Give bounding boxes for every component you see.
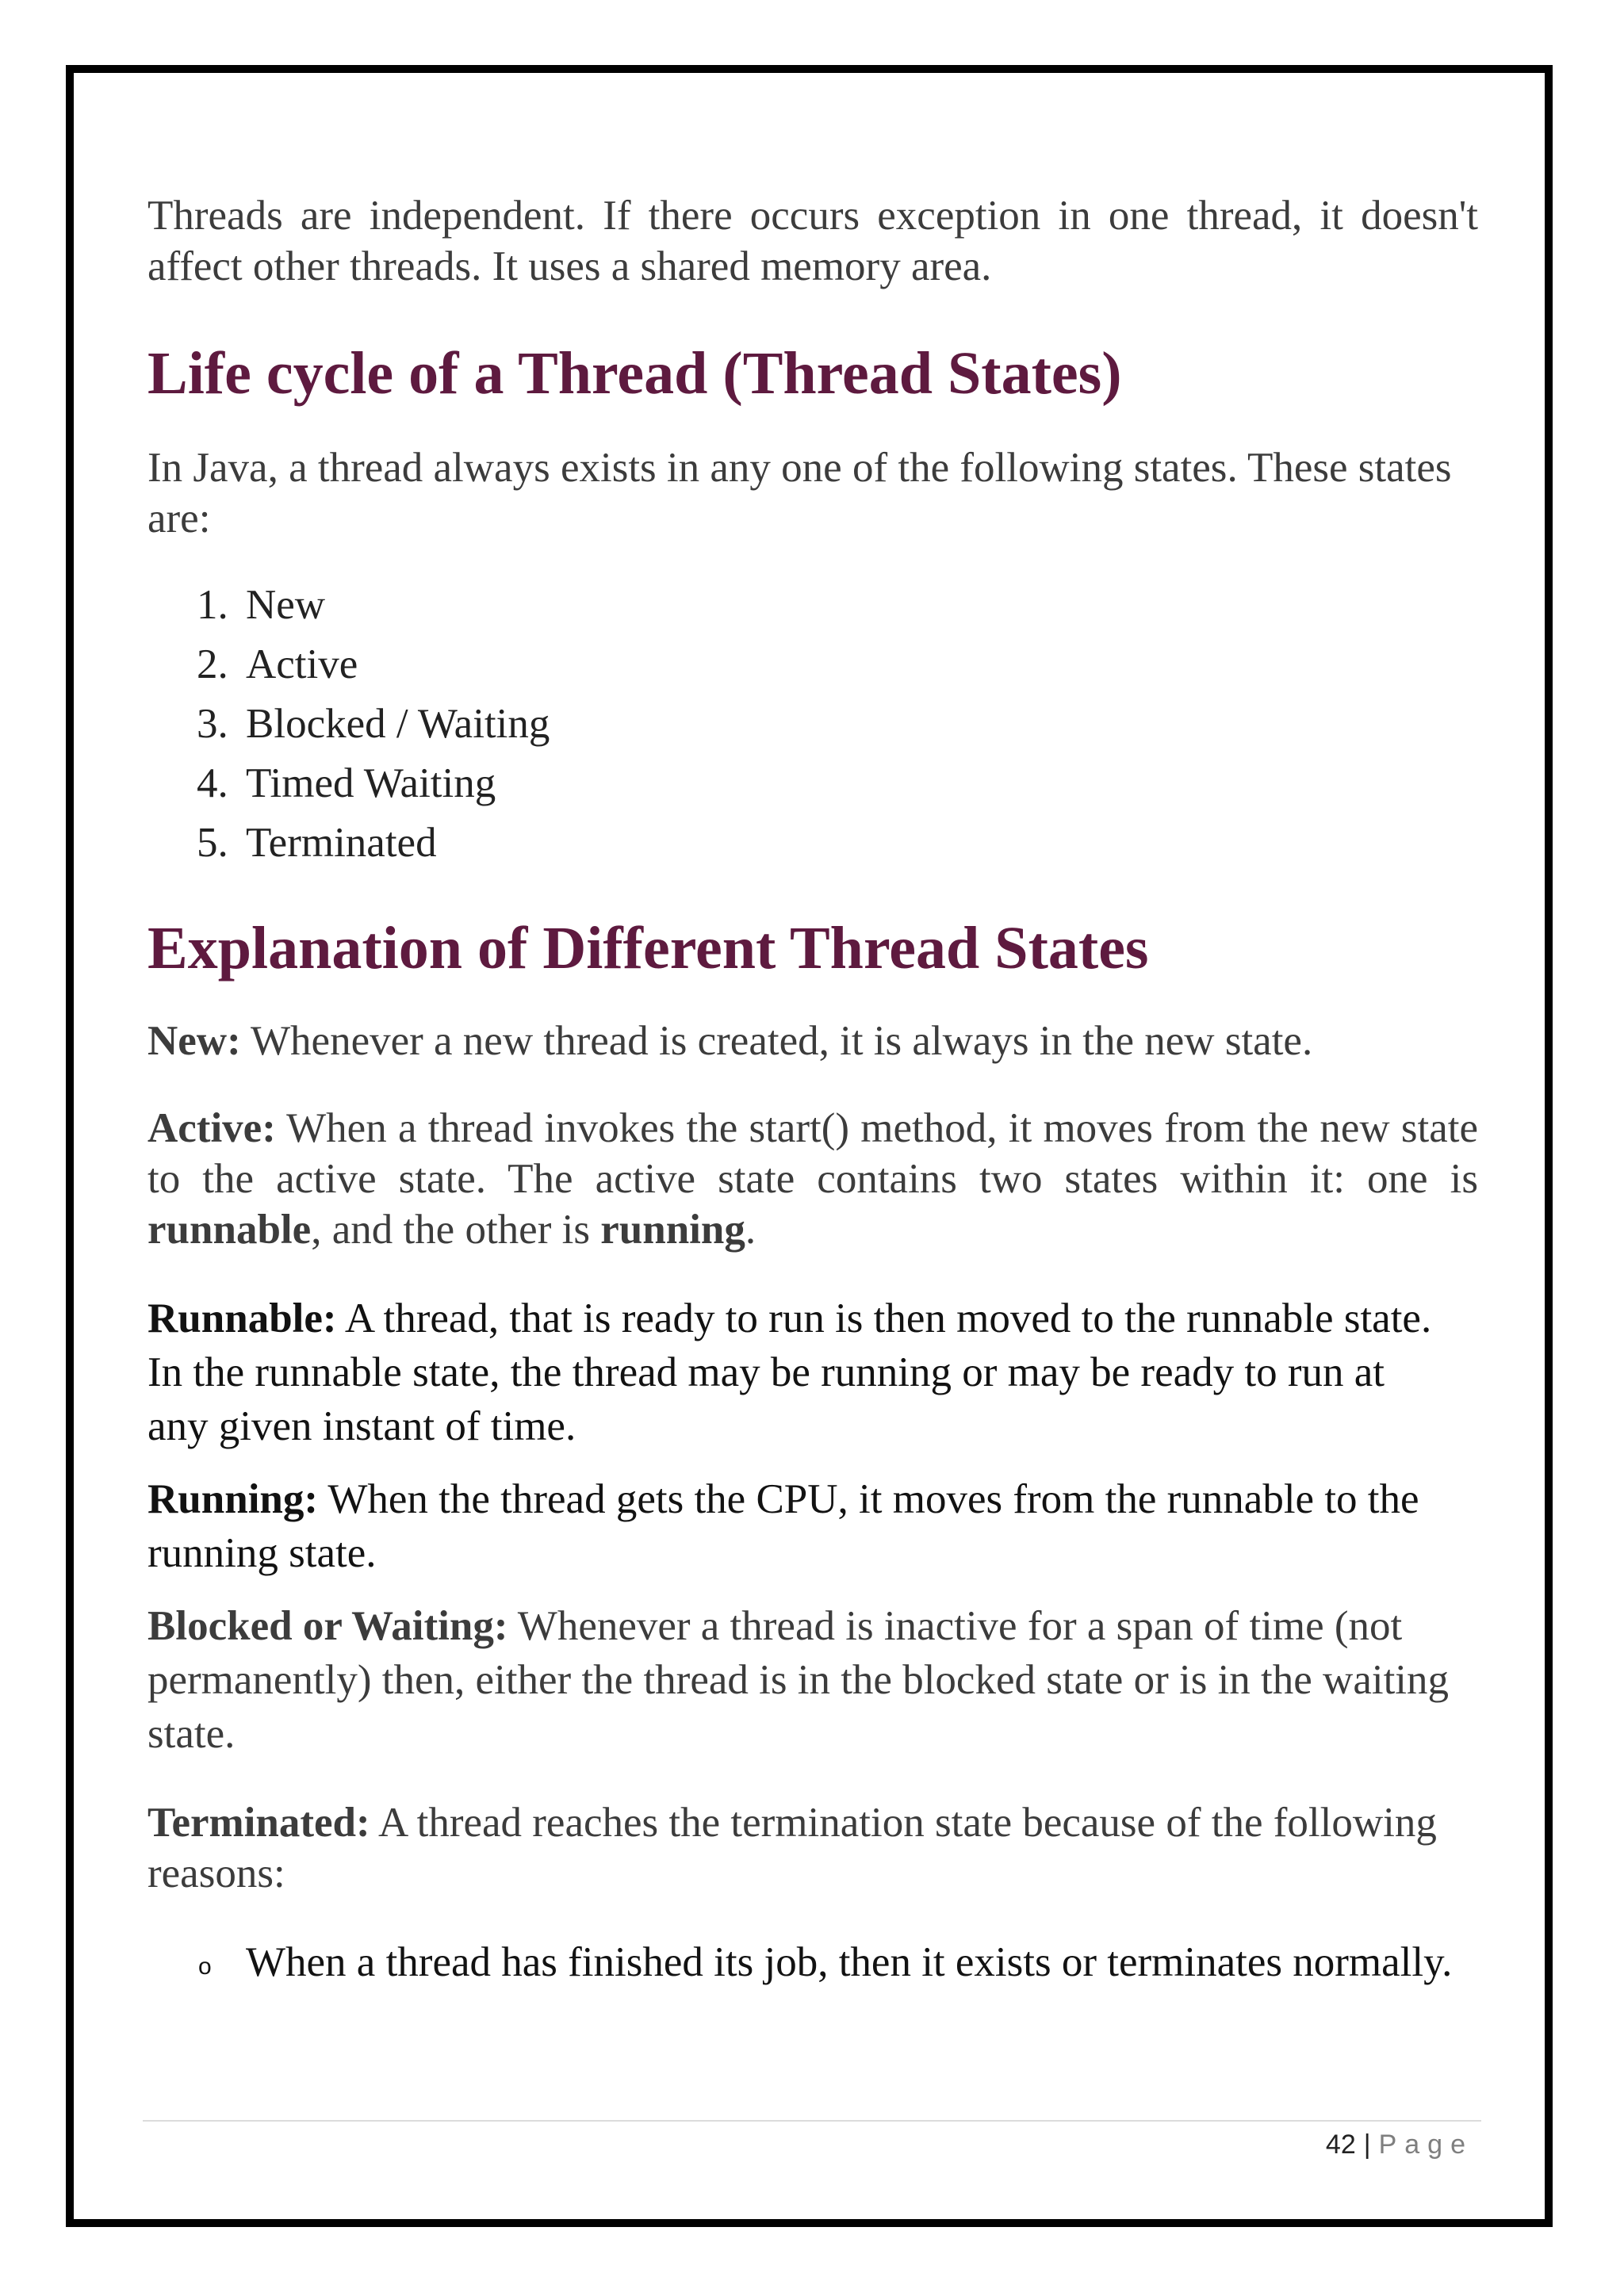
thread-states-list <box>147 576 1478 873</box>
list-item <box>147 576 1478 635</box>
list-number: 3. <box>197 701 228 747</box>
page-label: Page <box>1378 2130 1473 2160</box>
reason-text: When a thread has finished its job, then it exists or terminates normally. <box>246 1939 1453 1985</box>
list-item-label: Terminated <box>246 820 437 866</box>
active-state-term: Active: <box>147 1105 276 1151</box>
page-content <box>147 190 1478 1988</box>
active-state-paragraph <box>147 1103 1478 1255</box>
footer-separator: | <box>1363 2130 1371 2160</box>
footer-divider <box>143 2120 1481 2122</box>
new-state-text: Whenever a new thread is created, it is always in the new state. <box>240 1018 1313 1064</box>
list-number: 2. <box>197 641 228 687</box>
blocked-state-term: Blocked or Waiting: <box>147 1603 508 1649</box>
page-footer <box>1326 2127 1473 2162</box>
page-number: 42 <box>1325 2130 1356 2160</box>
list-item <box>147 1937 1478 1988</box>
new-state-paragraph <box>147 1016 1478 1066</box>
active-state-text-3: . <box>745 1207 756 1253</box>
active-state-text-2: , and the other is <box>311 1207 601 1253</box>
runnable-state-paragraph <box>147 1292 1448 1453</box>
termination-reasons-list <box>147 1937 1478 1988</box>
terminated-state-paragraph <box>147 1797 1478 1899</box>
list-item <box>147 695 1478 754</box>
blocked-state-paragraph <box>147 1599 1464 1761</box>
list-item <box>147 635 1478 695</box>
list-item-label: Blocked / Waiting <box>246 701 550 747</box>
running-state-paragraph <box>147 1472 1478 1580</box>
blocked-state-text: Whenever a thread is inactive for a span of time (not permanently) then, either the thread is in the blocked state or is in the waiting state. <box>147 1603 1450 1757</box>
list-item-label: New <box>246 582 326 628</box>
runnable-state-text: A thread, that is ready to run is then moved to the runnable state. In the runnable state, the thread may be running or may be ready to run at any given instant of time. <box>147 1295 1432 1449</box>
running-emphasis: running <box>600 1207 745 1253</box>
list-item <box>147 754 1478 813</box>
active-state-text: When a thread invokes the start() method, it moves from the new state to the active state. The active state contains two states within it: one is <box>147 1105 1478 1202</box>
explanation-heading: Explanation of Different Thread States <box>147 915 1149 982</box>
list-item <box>147 813 1478 873</box>
new-state-term: New: <box>147 1018 241 1064</box>
lifecycle-heading: Life cycle of a Thread (Thread States) <box>147 340 1122 407</box>
terminated-state-text: A thread reaches the termination state because of the following reasons: <box>147 1800 1437 1896</box>
bullet-circle-icon: o <box>198 1954 212 1980</box>
list-number: 1. <box>197 582 228 628</box>
list-item-label: Timed Waiting <box>246 760 496 806</box>
running-state-term: Running: <box>147 1476 319 1522</box>
runnable-state-term: Runnable: <box>147 1295 337 1341</box>
runnable-emphasis: runnable <box>147 1207 312 1253</box>
list-number: 4. <box>197 760 228 806</box>
terminated-state-term: Terminated: <box>147 1800 370 1846</box>
list-item-label: Active <box>246 641 358 687</box>
intro-paragraph: Threads are independent. If there occurs exception in one thread, it doesn't affect other threads. It uses a shared memory area. <box>147 193 1478 289</box>
lifecycle-intro: In Java, a thread always exists in any one of the following states. These states are: <box>147 445 1452 541</box>
list-number: 5. <box>197 820 228 866</box>
running-state-text: When the thread gets the CPU, it moves from the runnable to the running state. <box>147 1476 1419 1576</box>
